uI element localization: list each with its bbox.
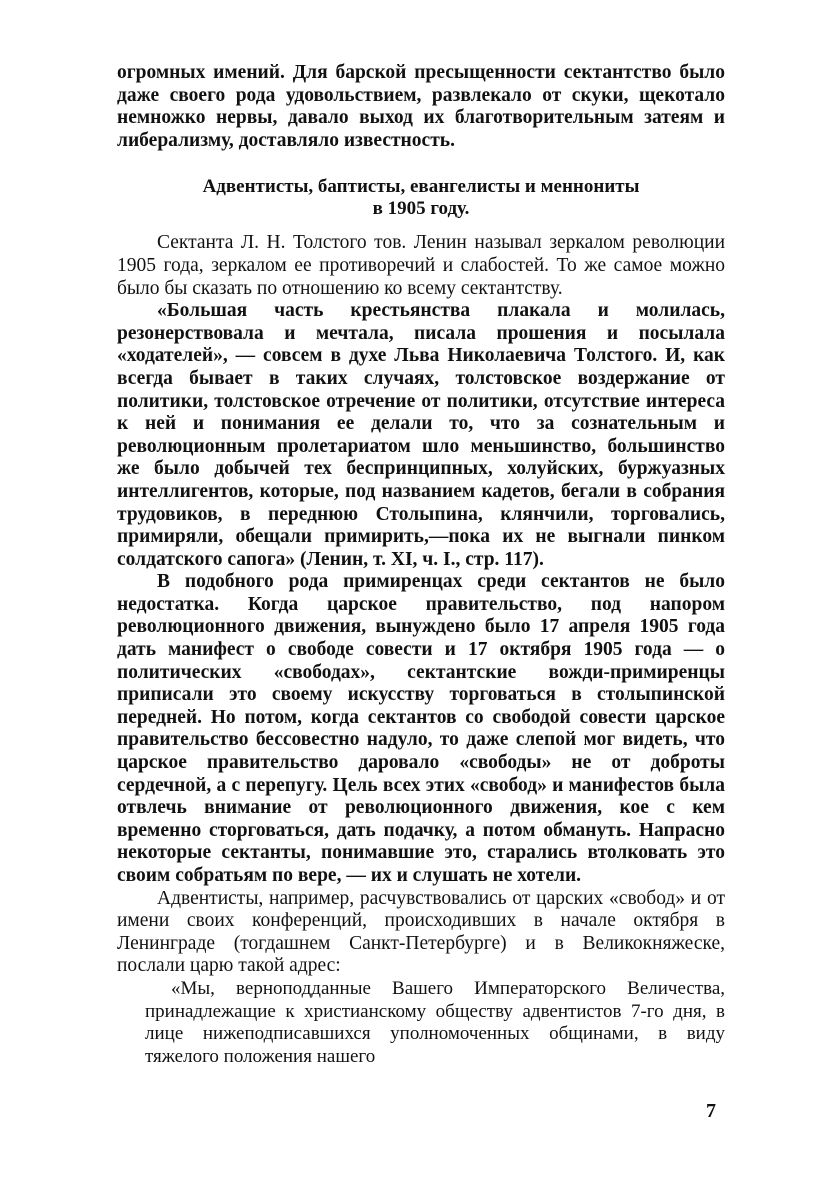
section-heading-line-2: в 1905 году. <box>372 198 470 220</box>
page-number: 7 <box>706 1100 716 1122</box>
section-heading-line-1: Адвентисты, баптисты, евангелисты и меннониты <box>202 176 640 198</box>
paragraph-adventists: Адвентисты, например, расчувствовались от царских «свобод» и от имени своих конференций, происходивших в начале октября в Ленинграде (тогдашнем Санкт-Петербурге) и в Великокняжеске, послали царю такой адрес: <box>117 887 725 977</box>
paragraph-lenin-quote: «Большая часть крестьянства плакала и молилась, резонерствовала и мечтала, писала прошения и посылала «ходателей», — совсем в духе Льва Николаевича Толстого. И, как всегда бывает в таких случаях, толстовское воздержание от политики, толстовское отречение от политики, отсутствие интереса к ней и понимания ее делали то, что за сознательным и революционным пролетариатом шло меньшинство, большинство же было добычей тех беспринципных, холуйских, буржуазных интеллигентов, которые, под названием кадетов, бегали в собрания трудовиков, в переднюю Столыпина, клянчили, торговались, примиряли, обещали примирить,—пока их не выгнали пинком солдатского сапога» (Ленин, т. XI, ч. I., стр. 117). <box>117 300 725 570</box>
paragraph-continuation: огромных имений. Для барской пресыщенности сектантство было даже своего рода удовольствием, развлекало от скуки, щекотало немножко нервы, давало выход их благотворительным затеям и либерализму, доставляло известность. <box>117 62 725 151</box>
paragraph-reconcilers: В подобного рода примиренцах среди сектантов не было недостатка. Когда царское правительство, под напором революционного движения, вынуждено было 17 апреля 1905 года дать манифест о свободе совести и 17 октября 1905 года — о политических «свободах», сектантские вожди-примиренцы приписали это своему искусству торговаться в столыпинской передней. Но потом, когда сектантов со свободой совести царское правительство бессовестно надуло, то даже слепой мог видеть, что царское правительство даровало «свободы» не от доброты сердечной, а с перепугу. Цель всех этих «свобод» и манифестов была отвлечь внимание от революционного движения, кое с кем временно сторговаться, дать подачку, а потом обмануть. Напрасно некоторые сектанты, понимавшие это, старались втолковать это своим собратьям по вере, — их и слушать не хотели. <box>117 571 725 886</box>
address-quote: «Мы, верноподданные Вашего Императорского Величества, принадлежащие к христианскому обществу адвентистов 7-го дня, в лице нижеподписавшихся уполномоченных общинами, в виду тяжелого положения нашего <box>145 977 725 1067</box>
paragraph-tolstoy: Сектанта Л. Н. Толстого тов. Ленин называл зеркалом революции 1905 года, зеркалом ее противоречий и слабостей. То же самое можно было бы сказать по отношению ко всему сектантству. <box>117 232 725 299</box>
page-body <box>117 62 725 1068</box>
section-heading <box>117 176 725 220</box>
